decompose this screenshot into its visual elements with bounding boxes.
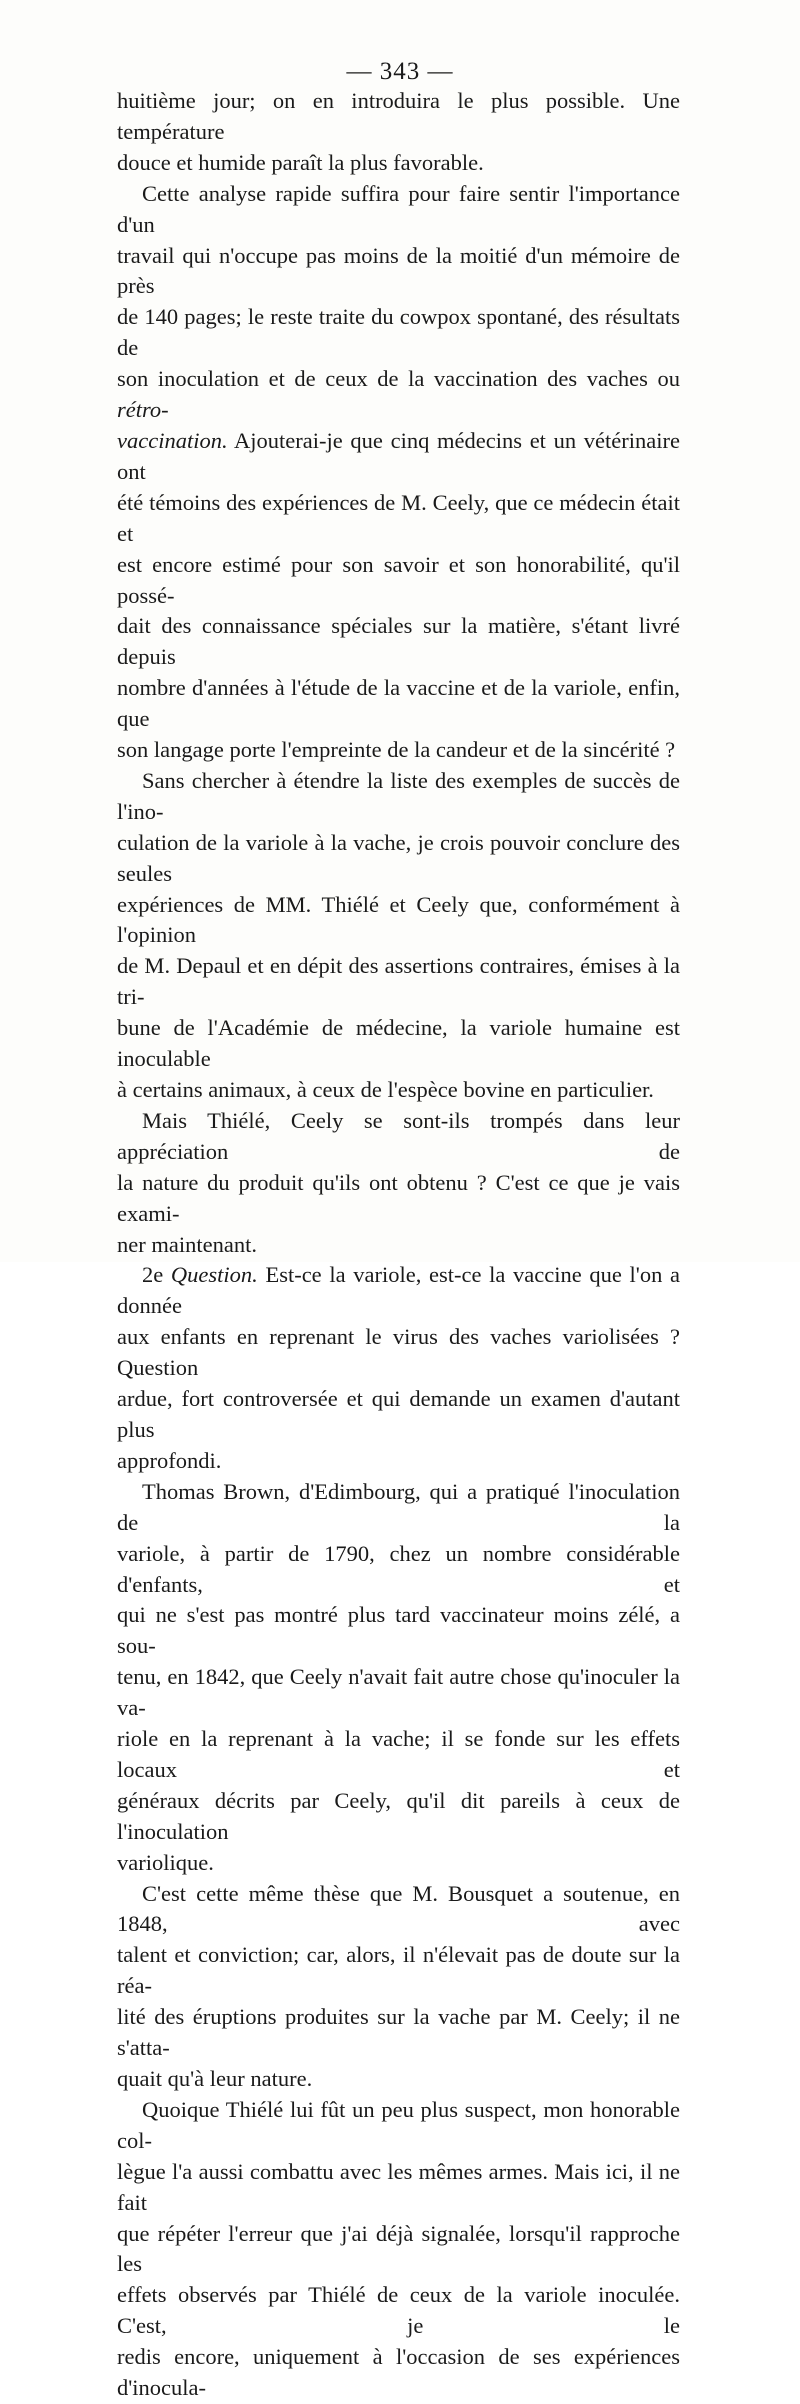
text-line: tenu, en 1842, que Ceely n'avait fait autre chose qu'inoculer la va-	[117, 1664, 680, 1721]
text-line: Quoique Thiélé lui fût un peu plus suspect, mon honorable col-	[117, 2096, 680, 2153]
text-line: quait qu'à leur nature.	[117, 2066, 313, 2091]
text-line: nombre d'années à l'étude de la vaccine et de la variole, enfin, que	[117, 675, 680, 732]
text-line: son langage porte l'empreinte de la candeur et de la sincérité ?	[117, 737, 676, 763]
text-line: Sans chercher à étendre la liste des exemples de succès de l'ino-	[117, 767, 680, 824]
text-line: riole en la reprenant à la vache; il se fonde sur les effets locaux et	[117, 1726, 680, 1782]
text-line: variole, à partir de 1790, chez un nombre considérable d'enfants, et	[117, 1540, 680, 1597]
text-line: effets observés par Thiélé de ceux de la variole inoculée. C'est, je le	[117, 2282, 680, 2339]
text-line: aux enfants en reprenant le virus des vaches variolisées ? Question	[117, 1324, 680, 1381]
text-line: ner maintenant.	[117, 1231, 257, 1257]
text-line: variolique.	[117, 1849, 214, 1875]
text-line: Mais Thiélé, Ceely se sont-ils trompés dans leur appréciation de	[117, 1107, 680, 1164]
text-line: culation de la variole à la vache, je crois pouvoir conclure des seules	[117, 829, 680, 886]
text-line: Thomas Brown, d'Edimbourg, qui a pratiqué l'inoculation de la	[117, 1478, 680, 1535]
text-line: qui ne s'est pas montré plus tard vaccinateur moins zélé, a sou-	[117, 1602, 680, 1659]
text-line: bune de l'Académie de médecine, la variole humaine est inoculable	[117, 1015, 680, 1072]
page-number: — 343 —	[346, 58, 454, 85]
text-line: C'est cette même thèse que M. Bousquet a soutenue, en 1848, avec	[117, 1880, 680, 1937]
text-line: douce et humide paraît la plus favorable.	[117, 149, 484, 175]
text-line: talent et conviction; car, alors, il n'élevait pas de doute sur la réa-	[117, 1942, 680, 1999]
text-line: lègue l'a aussi combattu avec les mêmes armes. Mais ici, il ne fait	[117, 2158, 680, 2215]
text-line: vaccination. Ajouterai-je que cinq médecins et un vétérinaire ont	[117, 427, 680, 484]
text-line: la nature du produit qu'ils ont obtenu ? C'est ce que je vais exami-	[117, 1169, 680, 1226]
text-line: ardue, fort controversée et qui demande un examen d'autant plus	[117, 1386, 680, 1442]
text-line: redis encore, uniquement à l'occasion de ses expériences d'inocula-	[117, 2344, 680, 2401]
text-line: généraux décrits par Ceely, qu'il dit pareils à ceux de l'inoculation	[117, 1787, 680, 1844]
text-line: été témoins des expériences de M. Ceely, que ce médecin était et	[117, 489, 680, 546]
text-line: que répéter l'erreur que j'ai déjà signalée, lorsqu'il rapproche les	[117, 2220, 680, 2277]
text-line: de 140 pages; le reste traite du cowpox spontané, des résultats de	[117, 304, 680, 361]
text-line: approfondi.	[117, 1447, 222, 1473]
text-line: expériences de MM. Thiélé et Ceely que, conformément à l'opinion	[117, 891, 680, 948]
text-line: de M. Depaul et en dépit des assertions contraires, émises à la tri-	[117, 953, 680, 1010]
text-line: Cette analyse rapide suffira pour faire sentir l'importance d'un	[117, 180, 680, 237]
text-line: son inoculation et de ceux de la vaccination des vaches ou rétro-	[117, 366, 680, 423]
text-line: à certains animaux, à ceux de l'espèce bovine en particulier.	[117, 1077, 654, 1102]
text-line: huitième jour; on en introduira le plus possible. Une température	[117, 88, 680, 144]
text-line: lité des éruptions produites sur la vache par M. Ceely; il ne s'atta-	[117, 2004, 680, 2061]
text-line: travail qui n'occupe pas moins de la moitié d'un mémoire de près	[117, 242, 680, 299]
text-line: est encore estimé pour son savoir et son honorabilité, qu'il possé-	[117, 551, 680, 608]
body-text	[117, 86, 680, 2404]
text-line: dait des connaissance spéciales sur la matière, s'étant livré depuis	[117, 613, 680, 670]
text-line: 2e Question. Est-ce la variole, est-ce la vaccine que l'on a donnée	[117, 1262, 680, 1319]
